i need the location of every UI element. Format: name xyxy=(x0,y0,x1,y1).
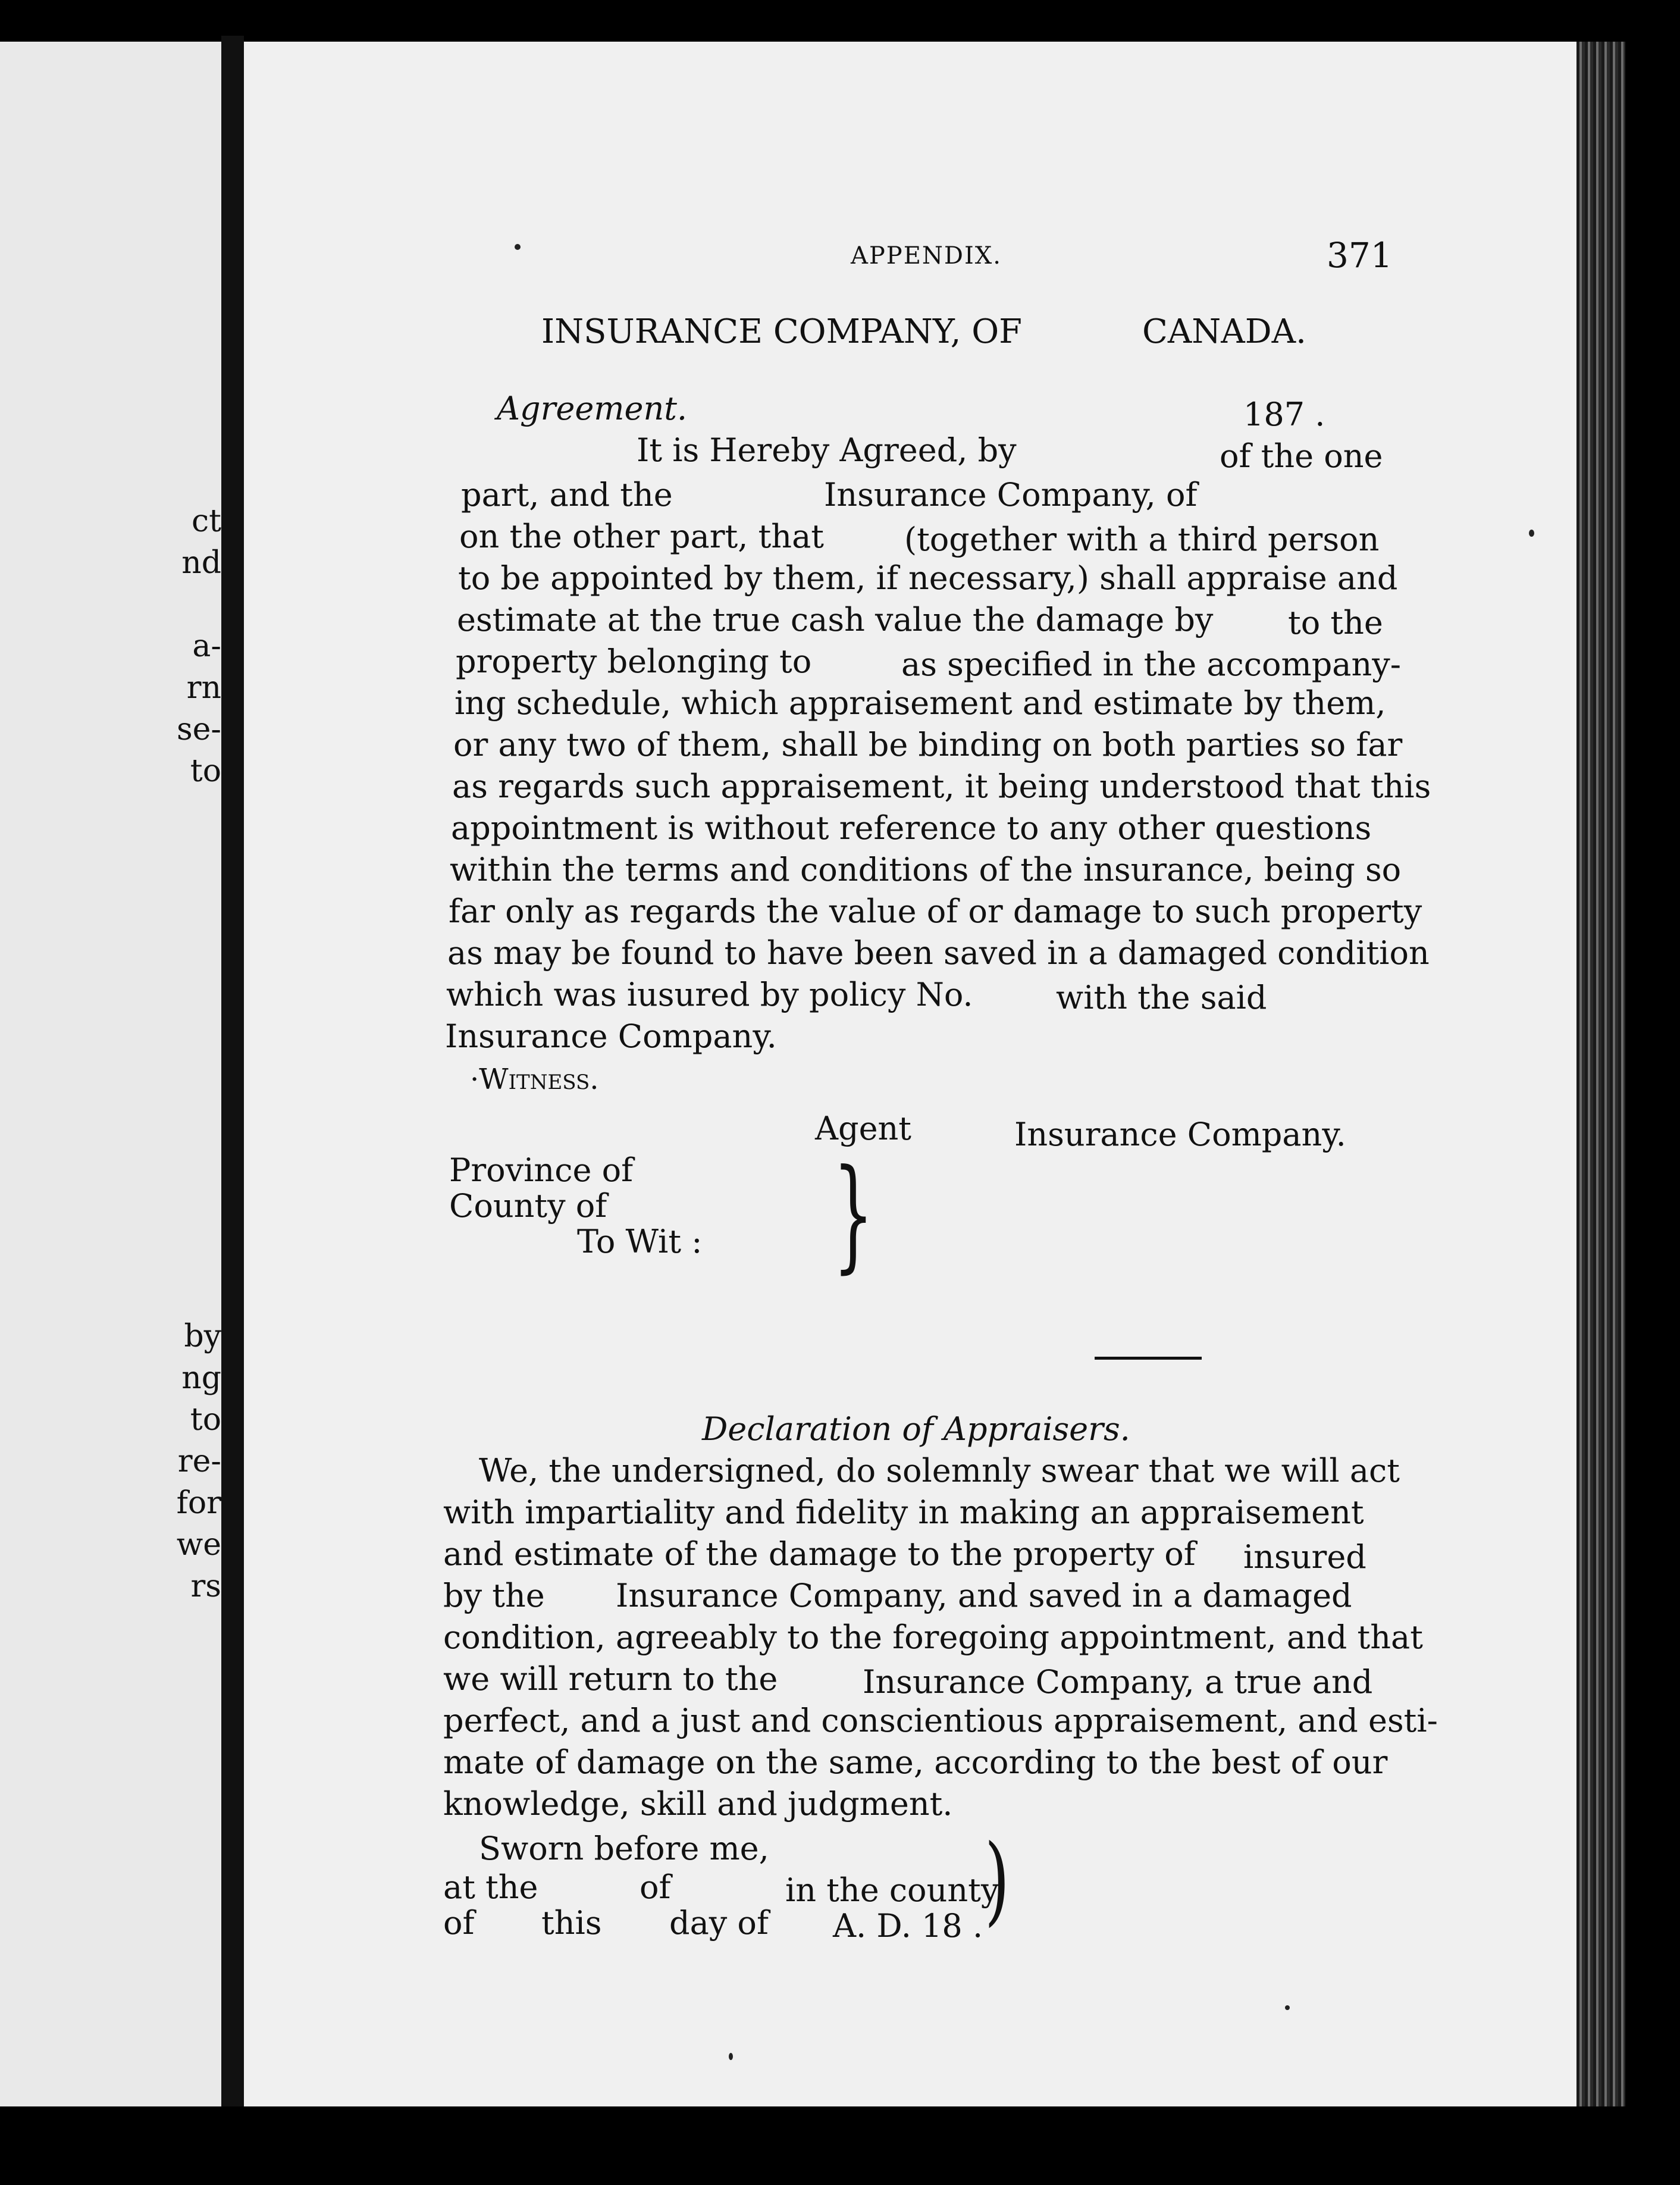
agreement-line: property belonging to xyxy=(456,643,812,680)
jurat-dot: . xyxy=(973,1907,983,1945)
declaration-title: Declaration of Appraisers. xyxy=(702,1410,1130,1448)
agreement-line: of the one xyxy=(1220,437,1383,475)
declaration-line: knowledge, skill and judgment. xyxy=(443,1785,953,1823)
agreement-line: to the xyxy=(1288,604,1383,641)
left-fragment: a- xyxy=(192,628,221,664)
to-wit-label: To Wit : xyxy=(577,1223,703,1260)
declaration-line: We, the undersigned, do solemnly swear that we will act xyxy=(479,1452,1400,1489)
agreement-line: estimate at the true cash value the damage by xyxy=(457,601,1214,638)
left-fragment: se- xyxy=(176,712,221,747)
heading-company: INSURANCE COMPANY, OF xyxy=(541,312,1023,351)
jurat-county: in the county xyxy=(785,1871,999,1909)
declaration-line: perfect, and a just and conscientious appraisement, and esti- xyxy=(443,1702,1438,1739)
declaration-line: we will return to the xyxy=(443,1660,778,1698)
jurat-this: this xyxy=(541,1904,602,1942)
jurisdiction-brace: } xyxy=(833,1144,874,1286)
agreement-line: to be appointed by them, if necessary,) shall appraise and xyxy=(458,559,1398,597)
left-fragment: ct xyxy=(191,503,221,539)
section-divider xyxy=(1095,1357,1202,1360)
agreement-line: which was iusured by policy No. xyxy=(446,976,973,1013)
agreement-line: part, and the xyxy=(461,476,673,514)
book-gutter xyxy=(221,36,244,2106)
left-fragment: nd xyxy=(181,545,221,581)
witness-label: ·Witness. xyxy=(470,1063,599,1096)
declaration-line: with impartiality and fidelity in making an appraisement xyxy=(443,1494,1364,1531)
left-page-edge xyxy=(0,42,221,2106)
declaration-line: condition, agreeably to the foregoing appointment, and that xyxy=(443,1619,1423,1656)
left-fragment: ng xyxy=(181,1360,221,1396)
sworn-line: Sworn before me, xyxy=(479,1830,769,1867)
agreement-line: as specified in the accompany- xyxy=(901,646,1402,683)
agreement-line: ing schedule, which appraisement and estimate by them, xyxy=(455,684,1386,722)
jurat-day-of: day of xyxy=(669,1904,769,1942)
jurat-of-2: of xyxy=(443,1904,475,1942)
agreement-line: as regards such appraisement, it being understood that this xyxy=(452,768,1431,805)
agent-label: Agent xyxy=(815,1110,911,1147)
page-number: 371 xyxy=(1327,235,1393,276)
heading-country: CANADA. xyxy=(1142,312,1306,351)
agreement-line: It is Hereby Agreed, by xyxy=(637,431,1017,469)
agreement-line: Insurance Company. xyxy=(445,1018,777,1055)
jurat-at-the: at the xyxy=(443,1868,538,1906)
agreement-line: Insurance Company, of xyxy=(824,476,1198,514)
left-fragment: to xyxy=(190,753,221,789)
agent-company: Insurance Company. xyxy=(1014,1116,1346,1153)
running-head: APPENDIX. xyxy=(851,242,1002,270)
left-fragment: rs xyxy=(190,1569,221,1604)
agreement-line: as may be found to have been saved in a damaged condition xyxy=(447,934,1430,972)
province-label: Province of xyxy=(449,1151,634,1189)
agreement-line: within the terms and conditions of the insurance, being so xyxy=(450,851,1402,888)
left-fragment: re- xyxy=(177,1444,221,1479)
agreement-line: appointment is without reference to any other questions xyxy=(451,809,1372,847)
jurat-of: of xyxy=(640,1868,671,1906)
right-page xyxy=(244,42,1576,2106)
declaration-line: insured xyxy=(1243,1538,1366,1576)
scan-speck xyxy=(1285,2005,1290,2010)
declaration-line: Insurance Company, a true and xyxy=(863,1663,1373,1701)
agreement-title: Agreement. xyxy=(497,390,688,427)
left-fragment: by xyxy=(184,1319,221,1354)
agreement-line: far only as regards the value of or damage to such property xyxy=(449,893,1422,930)
left-fragment: rn xyxy=(186,670,221,706)
scan-speck xyxy=(1529,530,1534,537)
declaration-line: by the xyxy=(443,1577,545,1614)
left-fragment: we xyxy=(176,1527,221,1563)
declaration-line: Insurance Company, and saved in a damaged xyxy=(616,1577,1352,1614)
agreement-date: 187 . xyxy=(1243,396,1325,433)
declaration-line: and estimate of the damage to the property of xyxy=(443,1535,1196,1573)
jurat-brace: ) xyxy=(985,1824,1010,1936)
left-fragment: to xyxy=(190,1402,221,1438)
scan-speck xyxy=(515,244,521,250)
scan-speck xyxy=(729,2053,733,2060)
agreement-line: (together with a third person xyxy=(904,521,1380,558)
agreement-line: with the said xyxy=(1056,979,1267,1016)
page-edge-stack xyxy=(1576,42,1625,2106)
declaration-line: mate of damage on the same, according to the best of our xyxy=(443,1743,1388,1781)
jurat-ad: A. D. 18 xyxy=(833,1907,963,1945)
agreement-line: on the other part, that xyxy=(459,518,824,555)
left-fragment: for xyxy=(176,1485,221,1521)
agreement-line: or any two of them, shall be binding on both parties so far xyxy=(453,726,1403,763)
county-label: County of xyxy=(449,1187,607,1225)
